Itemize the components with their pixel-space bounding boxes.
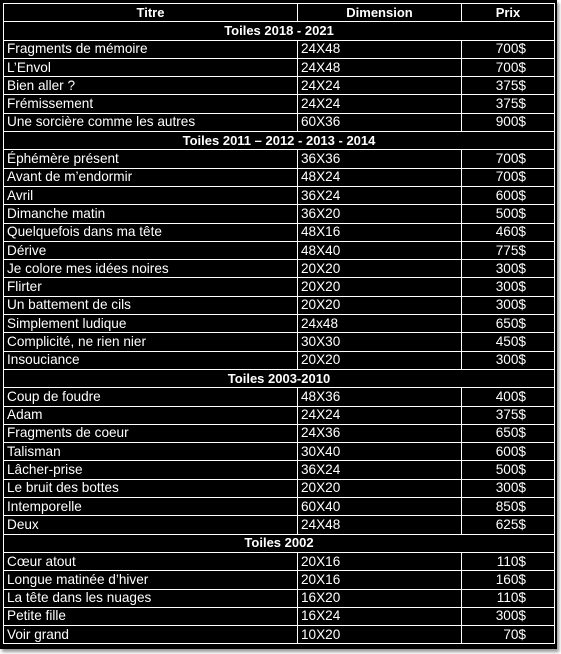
dimension-cell: 24X48	[298, 516, 462, 534]
artwork-title-cell: Talisman	[4, 443, 298, 461]
dimension-cell: 36X36	[298, 150, 462, 168]
dimension-cell: 16X20	[298, 589, 462, 607]
dimension-cell: 48X16	[298, 223, 462, 241]
artwork-title-cell: Intemporelle	[4, 498, 298, 516]
table-row	[4, 498, 555, 516]
dimension-cell: 20X20	[298, 278, 462, 296]
dimension-cell: 24X24	[298, 95, 462, 113]
table-row	[4, 479, 555, 497]
table-row	[4, 77, 555, 95]
dimension-cell: 24X48	[298, 40, 462, 58]
price-cell: 500$	[462, 205, 555, 223]
artwork-title-cell: Éphémère présent	[4, 150, 298, 168]
column-header-title: Titre	[4, 4, 298, 22]
price-cell: 300$	[462, 351, 555, 369]
dimension-cell: 48X36	[298, 388, 462, 406]
dimension-cell: 20X16	[298, 552, 462, 570]
table-row	[4, 571, 555, 589]
table-row	[4, 40, 555, 58]
dimension-cell: 36X24	[298, 186, 462, 204]
price-cell: 900$	[462, 113, 555, 131]
table-row	[4, 241, 555, 259]
price-cell: 300$	[462, 607, 555, 625]
price-cell: 700$	[462, 40, 555, 58]
artwork-title-cell: Adam	[4, 406, 298, 424]
dimension-cell: 24x48	[298, 315, 462, 333]
dimension-cell: 36X24	[298, 461, 462, 479]
dimension-cell: 20X20	[298, 296, 462, 314]
dimension-cell: 20X20	[298, 351, 462, 369]
price-table	[3, 3, 555, 644]
dimension-cell: 30X30	[298, 333, 462, 351]
dimension-cell: 48X40	[298, 241, 462, 259]
section-row	[4, 132, 555, 150]
table-row	[4, 552, 555, 570]
artwork-title-cell: Complicité, ne rien nier	[4, 333, 298, 351]
section-row	[4, 22, 555, 40]
price-cell: 70$	[462, 626, 555, 644]
section-row	[4, 534, 555, 552]
artwork-title-cell: Cœur atout	[4, 552, 298, 570]
artwork-title-cell: La tête dans les nuages	[4, 589, 298, 607]
table-row	[4, 223, 555, 241]
table-row	[4, 278, 555, 296]
section-title: Toiles 2018 - 2021	[4, 22, 555, 40]
section-row	[4, 369, 555, 387]
price-cell: 375$	[462, 406, 555, 424]
dimension-cell: 20X20	[298, 260, 462, 278]
artwork-title-cell: Bien aller ?	[4, 77, 298, 95]
table-row	[4, 424, 555, 442]
artwork-title-cell: Longue matinée d’hiver	[4, 571, 298, 589]
table-row	[4, 315, 555, 333]
price-cell: 375$	[462, 95, 555, 113]
table-row	[4, 168, 555, 186]
table-row	[4, 406, 555, 424]
table-row	[4, 205, 555, 223]
artwork-title-cell: Flirter	[4, 278, 298, 296]
dimension-cell: 48X24	[298, 168, 462, 186]
price-cell: 625$	[462, 516, 555, 534]
price-cell: 700$	[462, 168, 555, 186]
price-cell: 160$	[462, 571, 555, 589]
artwork-title-cell: Dimanche matin	[4, 205, 298, 223]
artwork-title-cell: Lâcher-prise	[4, 461, 298, 479]
price-cell: 850$	[462, 498, 555, 516]
artwork-title-cell: Deux	[4, 516, 298, 534]
section-title: Toiles 2002	[4, 534, 555, 552]
dimension-cell: 30X40	[298, 443, 462, 461]
dimension-cell: 60X36	[298, 113, 462, 131]
price-cell: 700$	[462, 150, 555, 168]
table-row	[4, 388, 555, 406]
artwork-title-cell: Dérive	[4, 241, 298, 259]
artwork-title-cell: Le bruit des bottes	[4, 479, 298, 497]
dimension-cell: 24X36	[298, 424, 462, 442]
artwork-title-cell: Quelquefois dans ma tête	[4, 223, 298, 241]
dimension-cell: 24X48	[298, 58, 462, 76]
price-cell: 700$	[462, 58, 555, 76]
table-row	[4, 95, 555, 113]
artwork-title-cell: Simplement ludique	[4, 315, 298, 333]
table-row	[4, 150, 555, 168]
artwork-title-cell: Coup de foudre	[4, 388, 298, 406]
table-row	[4, 351, 555, 369]
artwork-title-cell: Avril	[4, 186, 298, 204]
artwork-title-cell: Une sorcière comme les autres	[4, 113, 298, 131]
price-cell: 600$	[462, 186, 555, 204]
price-cell: 650$	[462, 315, 555, 333]
price-cell: 300$	[462, 278, 555, 296]
table-row	[4, 461, 555, 479]
table-row	[4, 296, 555, 314]
artwork-title-cell: Frémissement	[4, 95, 298, 113]
artwork-title-cell: Insouciance	[4, 351, 298, 369]
table-row	[4, 607, 555, 625]
dimension-cell: 10X20	[298, 626, 462, 644]
price-cell: 600$	[462, 443, 555, 461]
price-cell: 110$	[462, 552, 555, 570]
price-cell: 300$	[462, 479, 555, 497]
table-row	[4, 260, 555, 278]
price-cell: 460$	[462, 223, 555, 241]
table-row	[4, 333, 555, 351]
table-row	[4, 443, 555, 461]
table-row	[4, 186, 555, 204]
artwork-title-cell: Je colore mes idées noires	[4, 260, 298, 278]
price-cell: 110$	[462, 589, 555, 607]
dimension-cell: 60X40	[298, 498, 462, 516]
price-cell: 400$	[462, 388, 555, 406]
price-cell: 450$	[462, 333, 555, 351]
artwork-title-cell: Fragments de coeur	[4, 424, 298, 442]
table-row	[4, 626, 555, 644]
dimension-cell: 36X20	[298, 205, 462, 223]
price-cell: 500$	[462, 461, 555, 479]
dimension-cell: 24X24	[298, 77, 462, 95]
section-title: Toiles 2003-2010	[4, 369, 555, 387]
artwork-title-cell: Petite fille	[4, 607, 298, 625]
price-cell: 775$	[462, 241, 555, 259]
price-cell: 300$	[462, 296, 555, 314]
dimension-cell: 16X24	[298, 607, 462, 625]
table-row	[4, 113, 555, 131]
dimension-cell: 24X24	[298, 406, 462, 424]
column-header-price: Prix	[462, 4, 555, 22]
price-cell: 375$	[462, 77, 555, 95]
dimension-cell: 20X16	[298, 571, 462, 589]
price-cell: 300$	[462, 260, 555, 278]
table-body	[4, 22, 555, 644]
price-cell: 650$	[462, 424, 555, 442]
table-row	[4, 58, 555, 76]
artwork-title-cell: L’Envol	[4, 58, 298, 76]
table-row	[4, 516, 555, 534]
section-title: Toiles 2011 – 2012 - 2013 - 2014	[4, 132, 555, 150]
artwork-title-cell: Avant de m’endormir	[4, 168, 298, 186]
artwork-title-cell: Fragments de mémoire	[4, 40, 298, 58]
header-row	[4, 4, 555, 22]
artwork-title-cell: Voir grand	[4, 626, 298, 644]
dimension-cell: 20X20	[298, 479, 462, 497]
column-header-dimension: Dimension	[298, 4, 462, 22]
table-row	[4, 589, 555, 607]
artwork-title-cell: Un battement de cils	[4, 296, 298, 314]
